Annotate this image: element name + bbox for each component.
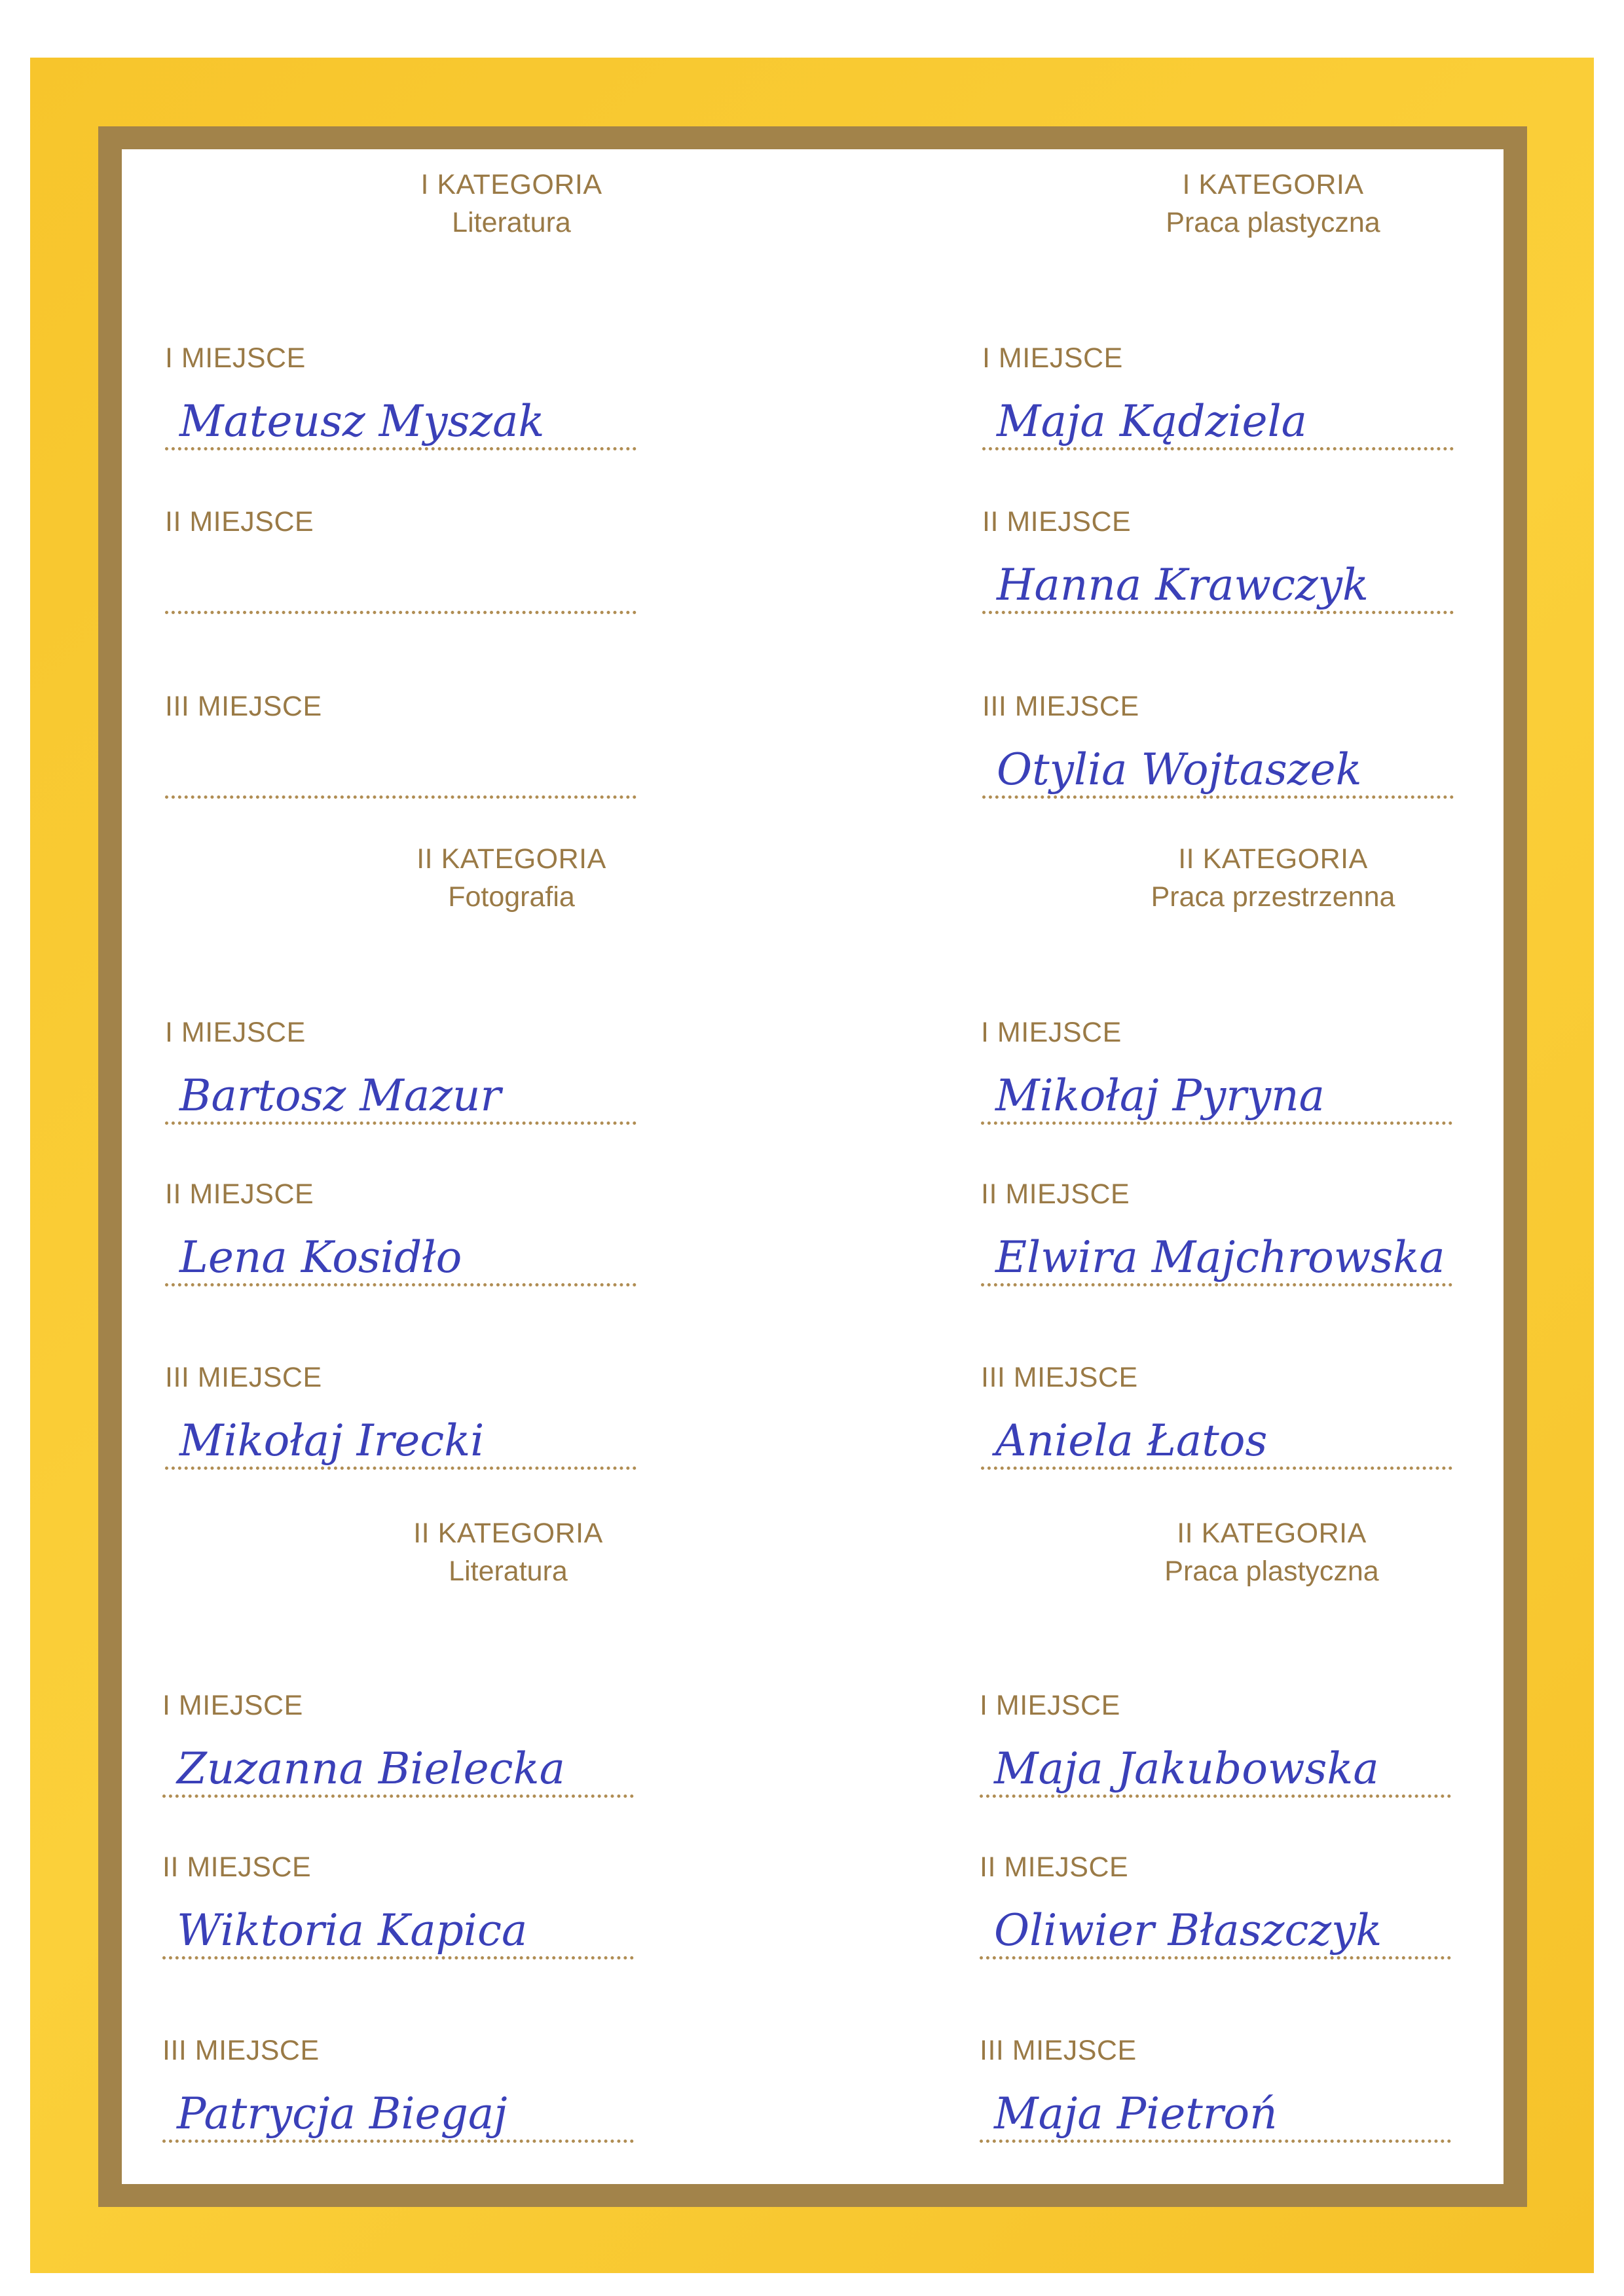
category-title: II KATEGORIA [1178,843,1368,875]
category-heading [217,840,806,916]
handwritten-name: Mateusz Myszak [179,396,545,446]
entry-line [165,378,637,450]
place-label: I MIEJSCE [162,1690,303,1721]
handwritten-name: Zuzanna Bielecka [177,1743,565,1794]
category-title: II KATEGORIA [1177,1518,1367,1549]
place-label: I MIEJSCE [982,342,1123,374]
category-title: II KATEGORIA [416,843,606,875]
category-heading [213,1514,803,1590]
place-label: II MIEJSCE [162,1851,312,1883]
entry-line [165,1053,637,1125]
category-heading [977,1514,1566,1590]
handwritten-name: Lena Kosidło [179,1232,462,1283]
place-label: I MIEJSCE [165,1017,306,1048]
category-subtitle: Praca plastyczna [1166,207,1380,238]
place-label: II MIEJSCE [165,506,314,538]
place-label: III MIEJSCE [162,2035,320,2066]
entry-line [980,2071,1451,2143]
dotted-line [981,1467,1452,1470]
place-label: II MIEJSCE [165,1178,314,1210]
place-label: III MIEJSCE [982,691,1139,722]
entry-line [162,1726,634,1798]
handwritten-name: Otylia Wojtaszek [997,744,1362,795]
handwritten-name: Patrycja Biegaj [177,2088,507,2139]
place-label: III MIEJSCE [981,1362,1138,1393]
handwritten-name: Oliwier Błaszczyk [994,1905,1382,1956]
entry-line [982,378,1454,450]
dotted-line [982,447,1454,450]
dotted-line [162,2140,634,2143]
dotted-line [981,1283,1452,1286]
place-label: II MIEJSCE [980,1851,1129,1883]
handwritten-name: Hanna Krawczyk [997,560,1369,610]
category-title: I KATEGORIA [1182,169,1364,200]
category-subtitle: Praca przestrzenna [1151,881,1395,913]
dotted-line [980,1795,1451,1798]
category-title: I KATEGORIA [420,169,602,200]
handwritten-name: Maja Pietroń [994,2088,1278,2139]
entry-line [981,1398,1452,1470]
place-label: I MIEJSCE [981,1017,1122,1048]
category-subtitle: Fotografia [448,881,575,913]
place-label: I MIEJSCE [980,1690,1120,1721]
handwritten-name: Elwira Majchrowska [995,1232,1445,1283]
handwritten-name: Mikołaj Pyryna [995,1070,1325,1121]
dotted-line [981,1121,1452,1125]
entry-line [981,1053,1452,1125]
entry-line [981,1214,1452,1286]
place-label: II MIEJSCE [981,1178,1130,1210]
category-heading [978,840,1568,916]
entry-line [980,1726,1451,1798]
dotted-line [165,611,637,614]
handwritten-name: Aniela Łatos [995,1415,1268,1466]
entry-line [980,1887,1451,1959]
dotted-line [982,611,1454,614]
category-heading [217,166,806,242]
entry-line [165,1214,637,1286]
entry-line [162,1887,634,1959]
place-label: II MIEJSCE [982,506,1132,538]
dotted-line [980,2140,1451,2143]
dotted-line [165,1121,637,1125]
entry-line [165,1398,637,1470]
place-label: I MIEJSCE [165,342,306,374]
category-heading [978,166,1568,242]
category-title: II KATEGORIA [413,1518,603,1549]
place-label: III MIEJSCE [165,1362,322,1393]
handwritten-name: Bartosz Mazur [179,1070,502,1121]
entry-line [982,542,1454,614]
dotted-line [165,1283,637,1286]
results-sheet [122,149,1504,2184]
category-subtitle: Literatura [449,1556,568,1587]
place-label: III MIEJSCE [165,691,322,722]
category-subtitle: Praca plastyczna [1164,1556,1379,1587]
handwritten-name: Maja Jakubowska [994,1743,1379,1794]
category-subtitle: Literatura [452,207,571,238]
place-label: III MIEJSCE [980,2035,1137,2066]
entry-line [982,727,1454,799]
entry-line [165,542,637,614]
handwritten-name: Mikołaj Irecki [179,1415,485,1466]
dotted-line [165,795,637,799]
dotted-line [980,1956,1451,1959]
dotted-line [165,1467,637,1470]
dotted-line [162,1795,634,1798]
dotted-line [165,447,637,450]
entry-line [162,2071,634,2143]
entry-line [165,727,637,799]
dotted-line [982,795,1454,799]
handwritten-name: Wiktoria Kapica [177,1905,528,1956]
dotted-line [162,1956,634,1959]
handwritten-name: Maja Kądziela [997,396,1308,446]
